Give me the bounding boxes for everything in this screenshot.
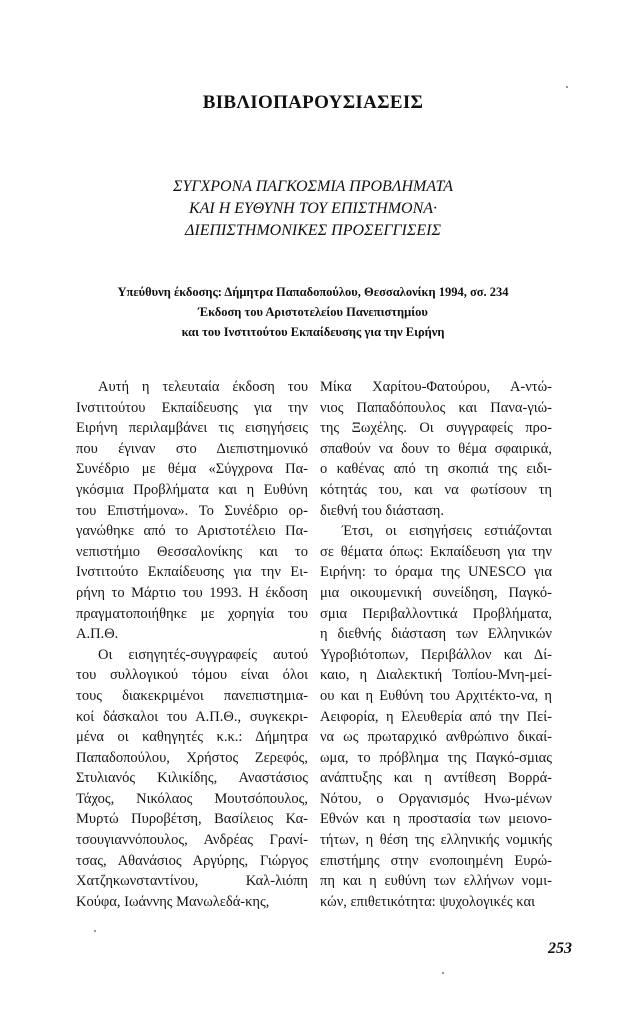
text-line: Στυλιανός Κιλικίδης, Αναστάσιος xyxy=(76,770,308,787)
text-line: Νότου, ο Οργανισμός Ηνω-μένων xyxy=(320,790,552,807)
scan-speck xyxy=(566,86,568,88)
text-line: Παπαδοπούλου, Χρήστος Ζερεφός, xyxy=(76,749,308,766)
text-line: γκόσμια Προβλήματα και η Ευθύνη xyxy=(76,481,308,498)
text-line: μένα οι καθηγητές κ.κ.: Δήμητρα xyxy=(76,729,308,746)
text-line: ου και η Ευθύνη του Αρχιτέκτο-να, η xyxy=(320,687,552,704)
text-line: ωμα, το πρόβλημα της Παγκό-σμιας xyxy=(320,749,552,766)
text-line: ανάπτυξης και η αντίθεση Βορρά- xyxy=(320,770,552,787)
text-line: ο καθένας από τη σκοπιά της ειδι- xyxy=(320,461,552,478)
book-title-line: ΚΑΙ Η ΕΥΘΥΝΗ ΤΟΥ ΕΠΙΣΤΗΜΟΝΑ· xyxy=(188,200,438,217)
text-line: τήτων, η θέση της ελληνικής νομικής xyxy=(320,832,552,849)
text-line: σπαθούν να δουν το θέμα σφαιρικά, xyxy=(320,440,552,457)
text-line: Αυτή η τελευταία έκδοση του xyxy=(98,379,308,395)
text-line: Ινστιτούτου Εκπαίδευσης για την xyxy=(76,399,308,416)
text-line: καιο, η Διαλεκτική Τοπίου-Μνη-μεί- xyxy=(320,667,552,684)
text-line: Έτσι, οι εισηγήσεις εστιάζονται xyxy=(342,523,552,540)
text-line: του συλλογικού τόμου είναι όλοι xyxy=(76,667,308,684)
text-line: νεπιστήμιο Θεσσαλονίκης και το xyxy=(76,543,308,560)
text-line: γανώθηκε από το Αριστοτέλειο Πα- xyxy=(76,523,308,540)
left-column xyxy=(76,377,308,912)
text-line: ρήνη το Μάρτιο του 1993. Η έκδοση xyxy=(76,584,308,601)
publication-info-line: Υπεύθυνη έκδοσης: Δήμητρα Παπαδοπούλου, Θεσσαλονίκη 1994, σσ. 234 xyxy=(117,285,509,299)
text-line: Ινστιτούτο Εκπαίδευσης για την Ει- xyxy=(76,564,308,581)
text-line: σμια Περιβαλλοντικά Προβλήματα, xyxy=(320,605,552,622)
text-line: επιστήμης στην ενοποιημένη Ευρώ- xyxy=(320,852,552,869)
text-line: Κούφα, Ιωάννης Μανωλεδά-κης, xyxy=(76,893,270,910)
text-line: να ως πρωταρχικό ανθρώπινο δικαί- xyxy=(320,729,552,746)
text-line: Οι εισηγητές-συγγραφείς αυτού xyxy=(98,646,308,663)
scan-speck xyxy=(442,972,444,974)
text-line: Συνέδριο με θέμα «Σύγχρονα Πα- xyxy=(76,461,308,478)
publication-info-line: Έκδοση του Αριστοτελείου Πανεπιστημίου xyxy=(198,305,428,319)
text-line: Χατζηκωνσταντίνου, Καλ-λιόπη xyxy=(76,873,308,890)
text-line: πραγματοποιήθηκε με χορηγία του xyxy=(76,605,308,622)
book-title-line: ΔΙΕΠΙΣΤΗΜΟΝΙΚΕΣ ΠΡΟΣΕΓΓΙΣΕΙΣ xyxy=(185,222,441,239)
scan-speck xyxy=(94,930,96,932)
text-line: Εθνών και η προστασία των μειονο- xyxy=(320,811,552,828)
text-line: σε θέματα όπως: Εκπαίδευση για την xyxy=(320,543,552,560)
text-line: Αειφορία, η Ελευθερία από την Πεί- xyxy=(320,708,552,725)
text-line: κοί δάσκαλοι του Α.Π.Θ., συγκεκρι- xyxy=(76,708,308,725)
text-line: Μίκα Χαρίτου-Φατούρου, Α-ντώ- xyxy=(320,379,552,395)
text-line: νιος Παπαδόπουλος και Πανα-γιώ- xyxy=(320,399,552,416)
text-line: η διεθνής διάσταση των Ελληνικών xyxy=(320,626,552,643)
publication-info-line: και του Ινστιτούτου Εκπαίδευσης για την Ειρήνη xyxy=(181,325,445,339)
text-line: Μυρτώ Πυροβέτση, Βασίλειος Κα- xyxy=(76,811,308,828)
text-line: διεθνή του διάσταση. xyxy=(320,502,445,519)
text-line: Ειρήνη: το όραμα της UNESCO για xyxy=(320,564,552,581)
text-line: Υγροβιότοπων, Περιβάλλον και Δί- xyxy=(320,646,552,663)
text-line: Ειρήνη περιλαμβάνει τις εισηγήσεις xyxy=(76,420,308,437)
text-line: τους διακεκριμένοι πανεπιστημια- xyxy=(76,687,308,704)
section-title: ΒΙΒΛΙΟΠΑΡΟΥΣΙΑΣΕΙΣ xyxy=(202,92,424,113)
book-title xyxy=(0,176,626,242)
right-column xyxy=(320,377,552,912)
text-line: τσας, Αθανάσιος Αργύρης, Γιώργος xyxy=(76,852,308,869)
text-line: Α.Π.Θ. xyxy=(76,626,119,643)
text-line: που έγιναν στο Διεπιστημονικό xyxy=(76,440,308,457)
text-line: πη και η ευθύνη των ελλήνων νομι- xyxy=(320,873,552,890)
text-line: κών, επιθετικότητα: ψυχολογικές και xyxy=(320,893,535,910)
book-title-line: ΣΥΓΧΡΟΝΑ ΠΑΓΚΟΣΜΙΑ ΠΡΟΒΛΗΜΑΤΑ xyxy=(172,178,454,195)
text-line: Τάχος, Νικόλαος Μουτσόπουλος, xyxy=(76,790,308,807)
text-line: κότητάς του, και να φωτίσουν τη xyxy=(320,481,552,498)
text-line: του Επιστήμονα». Το Συνέδριο ορ- xyxy=(76,502,308,519)
text-line: τσουγιαννόπουλος, Ανδρέας Γρανί- xyxy=(76,832,308,849)
text-line: μια οικουμενική συνείδηση, Παγκό- xyxy=(320,584,552,601)
publication-info xyxy=(0,282,626,342)
text-line: της Ξωχέλης. Οι συγγραφείς προ- xyxy=(320,420,552,437)
page-number: 253 xyxy=(548,940,572,957)
